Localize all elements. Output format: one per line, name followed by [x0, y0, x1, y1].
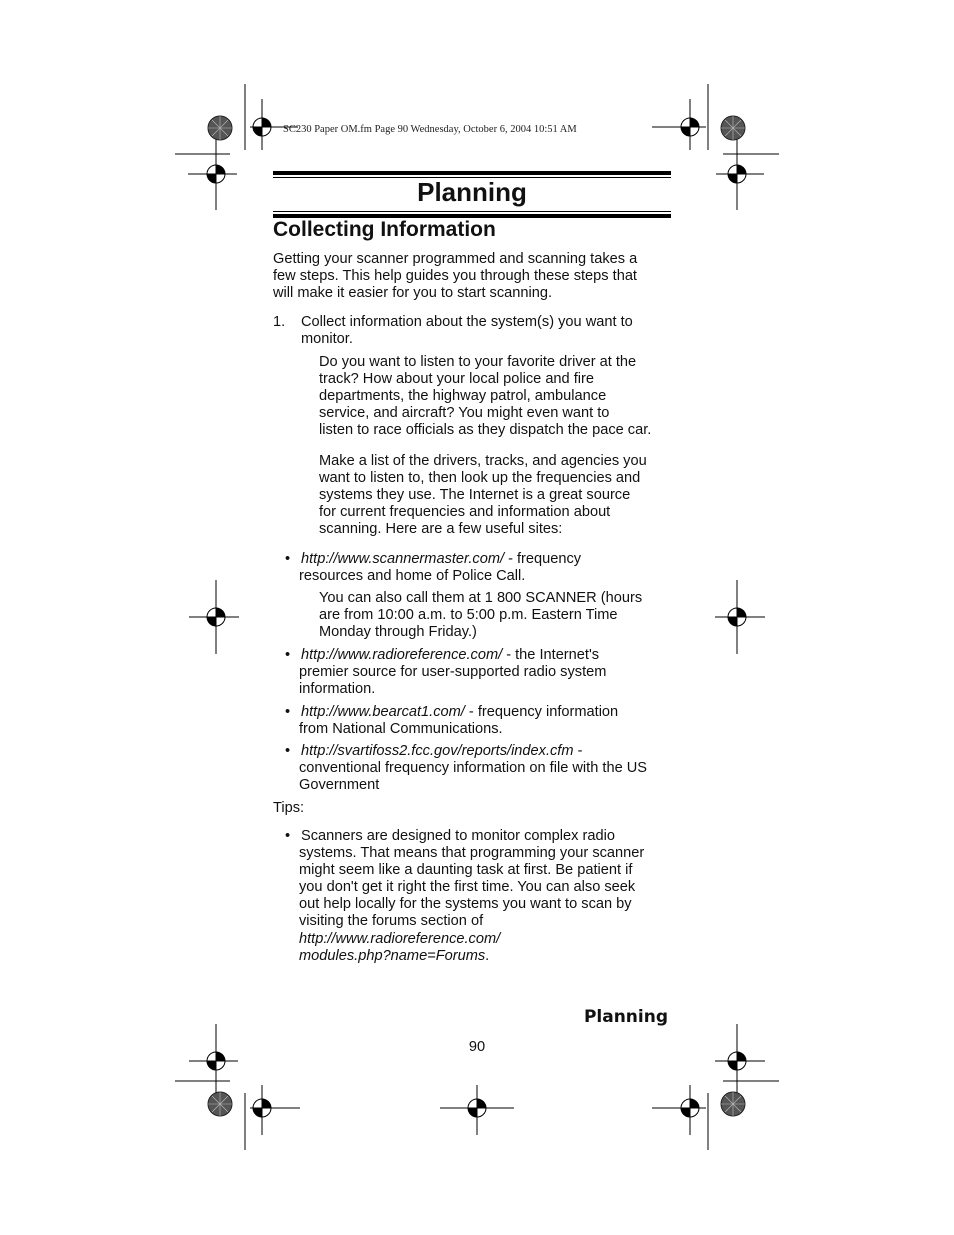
site-link-bearcat1[interactable]: http://www.bearcat1.com/: [301, 704, 465, 720]
site-link-radioreference[interactable]: http://www.radioreference.com/: [301, 647, 503, 663]
forum-link-line-1[interactable]: http://www.radioreference.com/: [299, 930, 501, 947]
intro-paragraph: Getting your scanner programmed and scanning takes a few steps. This help guides you through these steps that will make it easier for you to start scanning.: [273, 251, 638, 302]
make-list-paragraph: Make a list of the drivers, tracks, and agencies you want to listen to, then look up the frequencies and systems they use. The Internet is a great source for current frequencies and information about scanning. Here are a few useful sites:: [319, 453, 647, 538]
site-link-scannermaster[interactable]: http://www.scannermaster.com/: [301, 551, 505, 567]
footer-section-title: Planning: [583, 1007, 668, 1027]
title-rule-top-thick: [273, 171, 671, 175]
call-note: You can also call them at 1 800 SCANNER (hours are from 10:00 a.m. to 5:00 p.m. Eastern Time Monday through Friday.): [319, 590, 643, 641]
site-item-scannermaster: http://www.scannermaster.com/ - frequency resources and home of Police Call.: [299, 551, 582, 585]
bullet: •: [285, 828, 291, 844]
site-item-fcc: http://svartifoss2.fcc.gov/reports/index.cfm - conventional frequency information on file with the US Government: [299, 743, 648, 794]
site-item-radioreference: http://www.radioreference.com/ - the Internet's premier source for user-supported radio system information.: [299, 647, 607, 698]
bullet: •: [285, 551, 291, 567]
page-number: 90: [468, 1039, 486, 1055]
tips-label: Tips:: [273, 800, 305, 816]
title-rule-bottom-thin: [273, 211, 671, 212]
page-title: Planning: [417, 177, 527, 207]
forum-link-line-2[interactable]: modules.php?name=Forums: [299, 947, 486, 964]
site-link-fcc[interactable]: http://svartifoss2.fcc.gov/reports/index.cfm: [301, 743, 574, 759]
tip-1: Scanners are designed to monitor complex radio systems. That means that programming your scanner might seem like a daunting task at first. Be patient if you don't get it right the first time. You can also seek out help locally for the systems you want to scan by visiting the forums section of http://www.radioreference.com/ modules.php?name=Forums.: [299, 828, 645, 964]
site-item-bearcat1: http://www.bearcat1.com/ - frequency information from National Communications.: [299, 704, 619, 738]
bullet: •: [285, 704, 291, 720]
section-title: Collecting Information: [273, 218, 496, 241]
listen-paragraph: Do you want to listen to your favorite driver at the track? How about your local police and fire departments, the highway patrol, ambulance service, and aircraft? You might even want to listen to race officials as they dispatch the pace car.: [319, 354, 652, 439]
step-1-number: 1.: [273, 314, 286, 330]
bullet: •: [285, 647, 291, 663]
step-1-text: Collect information about the system(s) you want to monitor.: [301, 314, 633, 348]
file-header: SC230 Paper OM.fm Page 90 Wednesday, October 6, 2004 10:51 AM: [283, 124, 577, 135]
bullet: •: [285, 743, 291, 759]
